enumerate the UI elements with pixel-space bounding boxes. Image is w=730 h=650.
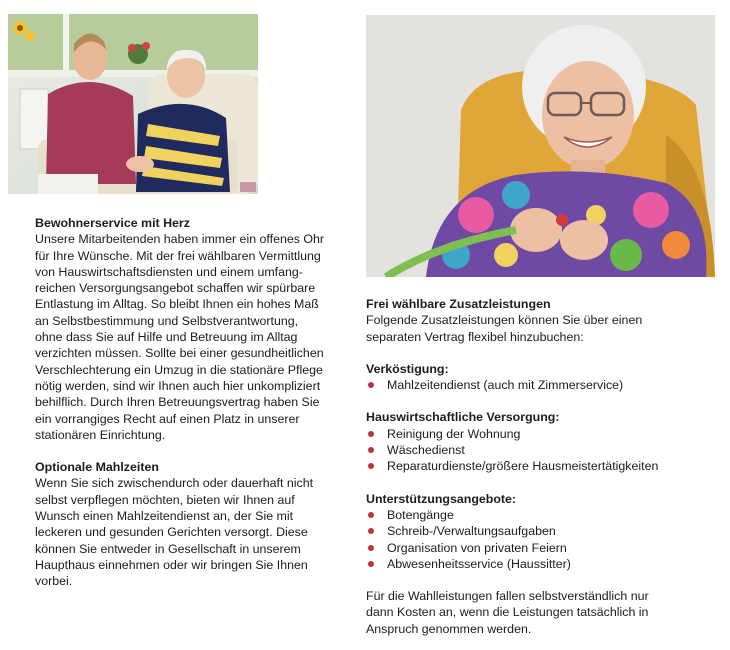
list-item: Reinigung der Wohnung	[366, 426, 706, 442]
list-unterstuetzung	[366, 507, 706, 572]
text-line: behilflich. Durch Ihren Betreuungsvertrag haben Sie	[35, 395, 320, 410]
text-line: von Hauswirtschaftsdiensten und einem umfang-	[35, 264, 303, 279]
list-item: Schreib-/Verwaltungsaufgaben	[366, 523, 706, 539]
text-line: separaten Vertrag flexibel hinzubuchen:	[366, 329, 584, 344]
text-line: Unsere Mitarbeitenden haben immer ein offenes Ohr	[35, 232, 325, 247]
list-item: Abwesenheitsservice (Haussitter)	[366, 556, 706, 572]
text-line: Verschlechterung ein Umzug in die stationäre Pflege	[35, 362, 323, 377]
text-line: dann Kosten an, wenn die Leistungen tatsächlich in	[366, 605, 649, 620]
bullet-icon	[368, 447, 374, 453]
list-item: Organisation von privaten Feiern	[366, 540, 706, 556]
group-title-unterstuetzung: Unterstützungsangebote:	[366, 491, 517, 506]
text-line: können Sie entweder in Gesellschaft in unserem	[35, 541, 301, 556]
list-verkoestigung	[366, 377, 706, 393]
text-line: Entlastung im Alltag. So bleibt Ihnen ein hohes Maß	[35, 297, 319, 312]
bullet-icon	[368, 528, 374, 534]
list-item: Mahlzeitendienst (auch mit Zimmerservice)	[366, 377, 706, 393]
bullet-icon	[368, 512, 374, 518]
text-line: Wenn Sie sich zwischendurch oder dauerhaft nicht	[35, 476, 314, 491]
text-line: ein vorrangiges Recht auf einen Platz in unserer	[35, 411, 300, 426]
group-title-hauswirtschaft: Hauswirtschaftliche Versorgung:	[366, 410, 560, 425]
text-line: Haupthaus einnehmen oder wir bringen Sie Ihnen	[35, 557, 308, 572]
closing-paragraph	[366, 588, 706, 637]
bullet-icon	[368, 545, 374, 551]
bullet-icon	[368, 463, 374, 469]
text-line: verzichten müssen. Sollte bei einer gesundheitlichen	[35, 346, 324, 361]
text-line: nötig werden, sind wir Ihnen auch hier unkompliziert	[35, 378, 321, 393]
bullet-icon	[368, 561, 374, 567]
heading-zusatzleistungen: Frei wählbare Zusatzleistungen	[366, 297, 551, 311]
group-title-verkoestigung: Verköstigung:	[366, 361, 449, 376]
text-line: Anspruch genommen werden.	[366, 621, 532, 636]
text-line: reichen Versorgungsangebot schaffen wir spürbare	[35, 281, 316, 296]
paragraph-mahlzeiten	[35, 475, 340, 589]
list-item: Reparaturdienste/größere Hausmeistertätigkeiten	[366, 458, 706, 474]
text-line: Wunsch einen Mahlzeitendienst an, der Sie mit	[35, 509, 294, 524]
text-line: leckeren und gesunden Gerichten versorgt. Diese	[35, 525, 308, 540]
text-line: an Selbstbestimmung und Selbstverantwortung,	[35, 313, 299, 328]
text-line: ohne dass Sie auf Hilfe und Betreuung im Alltag	[35, 330, 298, 345]
right-text-column	[366, 296, 706, 637]
text-line: für Ihre Wünsche. Mit der frei wählbaren Vermittlung	[35, 248, 321, 263]
list-item: Botengänge	[366, 507, 706, 523]
text-line: Für die Wahlleistungen fallen selbstverständlich nur	[366, 589, 649, 604]
paragraph-bewohnerservice	[35, 231, 340, 443]
photo-senior-knitting	[366, 15, 715, 277]
bullet-icon	[368, 382, 374, 388]
text-line: selbst verpflegen möchten, bieten wir Ihnen auf	[35, 492, 295, 507]
text-line: stationären Einrichtung.	[35, 427, 166, 442]
bullet-icon	[368, 431, 374, 437]
text-line: vorbei.	[35, 574, 73, 589]
list-hauswirtschaft	[366, 426, 706, 475]
text-line: Folgende Zusatzleistungen können Sie über einen	[366, 313, 643, 328]
left-text-column	[35, 215, 340, 590]
heading-bewohnerservice: Bewohnerservice mit Herz	[35, 216, 190, 230]
photo-caregiver-with-resident	[8, 14, 258, 194]
heading-optionale-mahlzeiten: Optionale Mahlzeiten	[35, 460, 159, 475]
list-item: Wäschedienst	[366, 442, 706, 458]
